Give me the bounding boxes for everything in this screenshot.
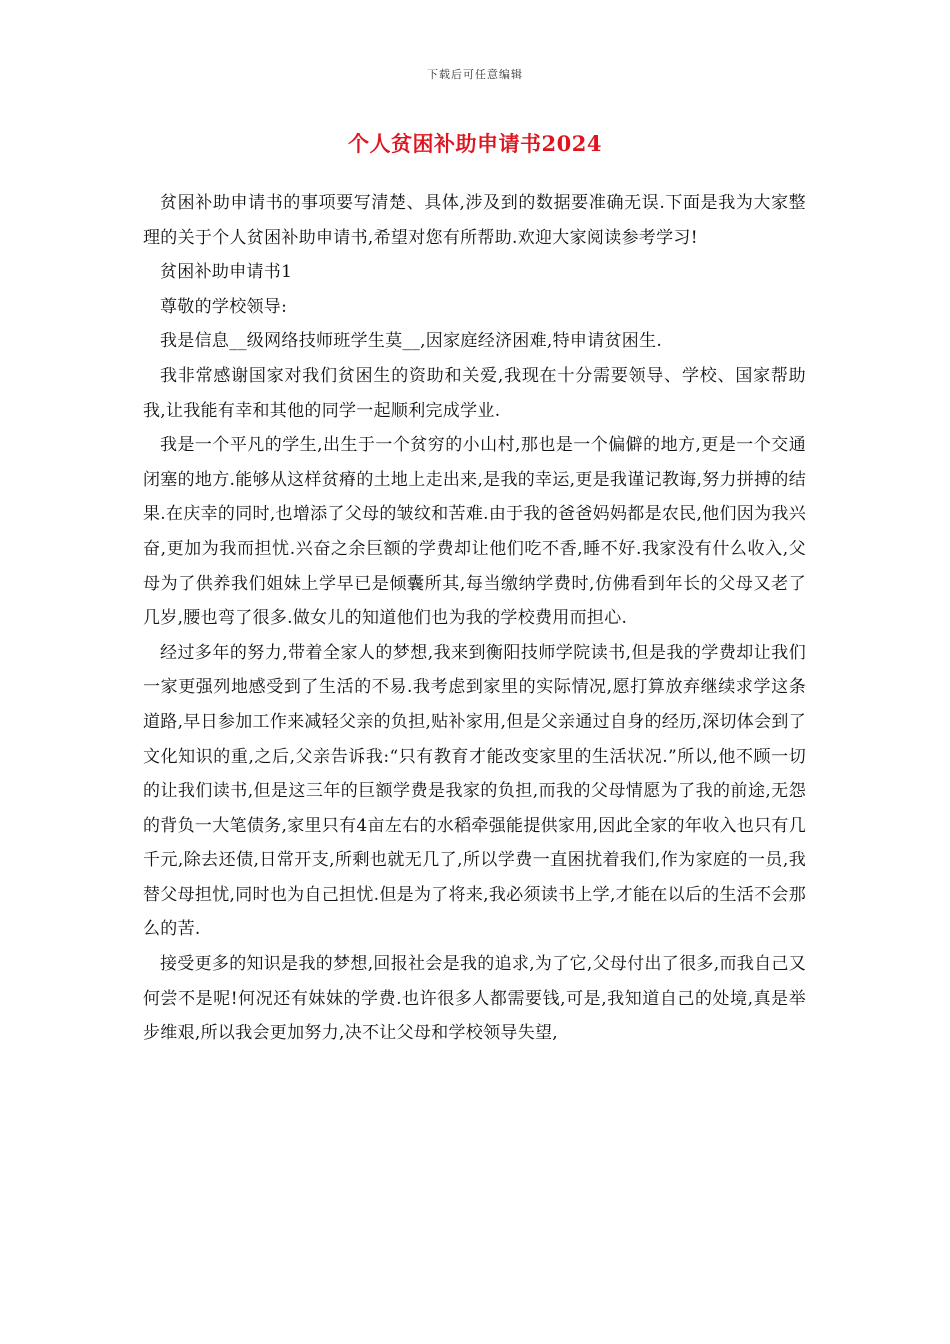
paragraph: 我非常感谢国家对我们贫困生的资助和关爱,我现在十分需要领导、学校、国家帮助我,让我能有幸和其他的同学一起顺利完成学业. [143,365,806,421]
paragraph: 经过多年的努力,带着全家人的梦想,我来到衡阳技师学院读书,但是我的学费却让我们一家更强列地感受到了生活的不易.我考虑到家里的实际情况,愿打算放弃继续求学这条道路,早日参加工作来减轻父亲的负担,贴补家用,但是父亲通过自身的经历,深切体会到了文化知识的重,之后,父亲告诉我:“只有教育才能改变家里的生活状况.”所以,他不顾一切的让我们读书,但是这三年的巨额学费是我家的负担,而我的父母情愿为了我的前途,无怨的背负一大笔债务,家里只有4亩左右的水稻牵强能提供家用,因此全家的年收入也只有几千元,除去还债,日常开支,所剩也就无几了,所以学费一直困扰着我们,作为家庭的一员,我替父母担忧,同时也为自己担忧.但是为了将来,我必须读书上学,才能在以后的生活不会那么的苦. [143,642,806,940]
paragraph-intro: 贫困补助申请书的事项要写清楚、具体,涉及到的数据要准确无误.下面是我为大家整理的关于个人贫困补助申请书,希望对您有所帮助.欢迎大家阅读参考学习! [143,193,806,248]
section-heading: 贫困补助申请书1 [160,262,293,283]
header-note: 下载后可任意编辑 [427,68,523,81]
paragraph: 我是一个平凡的学生,出生于一个贫穷的小山村,那也是一个偏僻的地方,更是一个交通闭塞的地方.能够从这样贫瘠的土地上走出来,是我的幸运,更是我谨记教诲,努力拼搏的结果.在庆幸的同时,也增添了父母的皱纹和苦难.由于我的爸爸妈妈都是农民,他们因为我兴奋,更加为我而担忧.兴奋之余巨额的学费却让他们吃不香,睡不好.我家没有什么收入,父母为了供养我们姐妹上学早已是倾囊所其,每当缴纳学费时,仿佛看到年长的父母又老了几岁,腰也弯了很多.做女儿的知道他们也为我的学校费用而担心. [143,435,806,629]
document-title: 个人贫困补助申请书2024 [348,131,602,156]
document-body [143,186,806,1051]
salutation: 尊敬的学校领导: [160,296,288,317]
paragraph: 我是信息__级网络技师班学生莫__,因家庭经济困难,特申请贫困生. [160,331,663,352]
paragraph: 接受更多的知识是我的梦想,回报社会是我的追求,为了它,父母付出了很多,而我自己又何尝不是呢!何况还有妹妹的学费.也许很多人都需要钱,可是,我知道自己的处境,真是举步维艰,所以我会更加努力,决不让父母和学校领导失望, [143,954,806,1044]
